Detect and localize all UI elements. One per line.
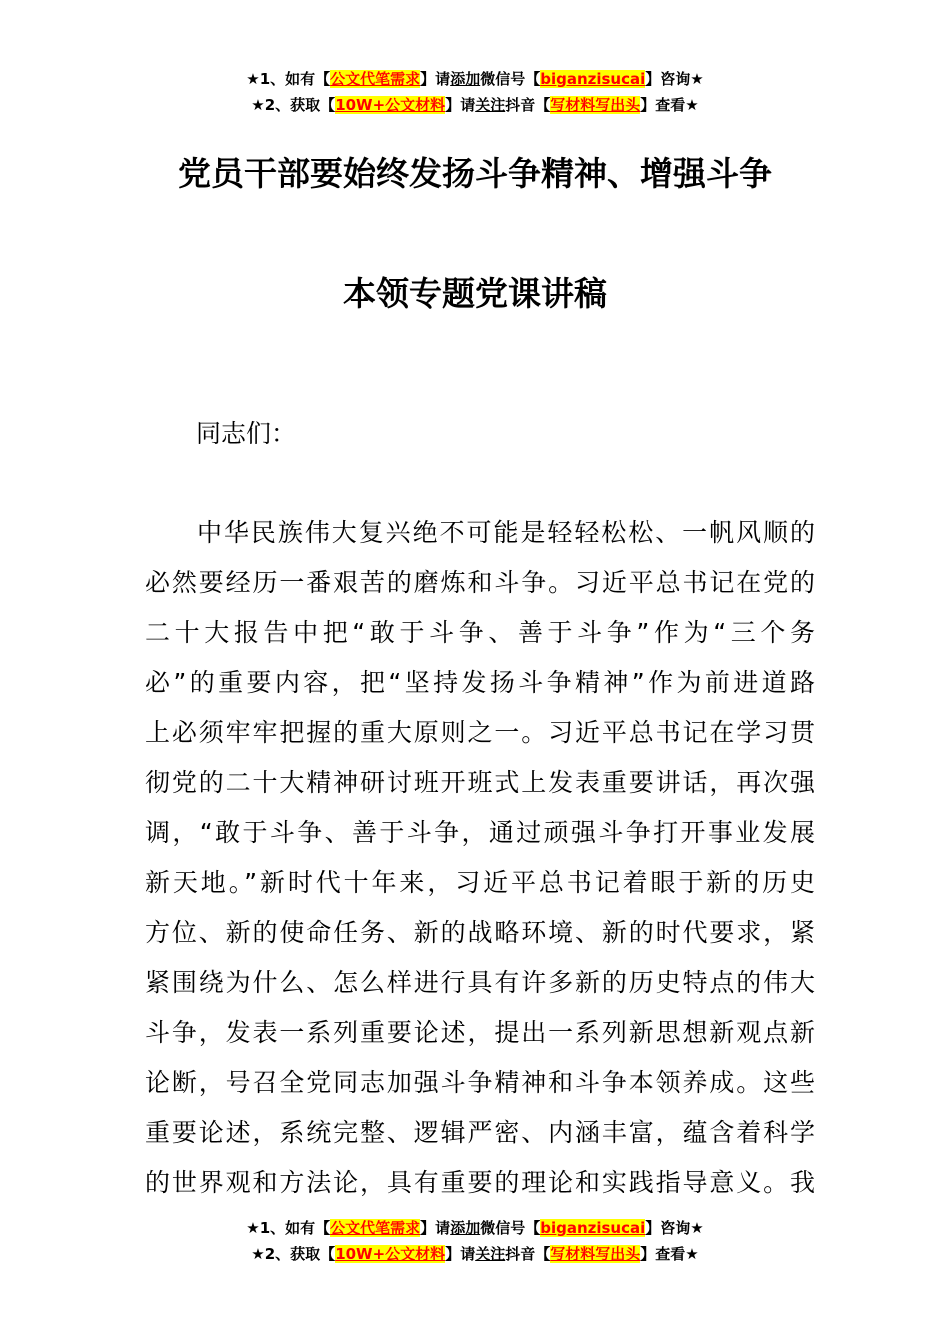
paragraph-line: 二十大报告中把“敢于斗争、善于斗争”作为“三个务 — [145, 618, 815, 647]
footer-highlight-wechat-id: biganzisucai — [540, 1219, 646, 1237]
highlight-wechat-id: biganzisucai — [540, 70, 646, 88]
paragraph-line: 论断，号召全党同志加强斗争精神和斗争本领养成。这些 — [145, 1068, 815, 1097]
body-paragraph — [145, 508, 815, 1208]
footer-banner — [0, 1215, 950, 1267]
paragraph-line: 上必须牢牢把握的重大原则之一。习近平总书记在学习贯 — [145, 718, 815, 747]
paragraph-line: 的世界观和方法论，具有重要的理论和实践指导意义。我 — [145, 1168, 815, 1197]
footer-banner-line-1: ★1、如有【公文代笔需求】请添加微信号【biganzisucai】咨询★ — [246, 1219, 704, 1237]
header-banner — [0, 66, 950, 118]
footer-banner-line-2: ★2、获取【10W+公文材料】请关注抖音【写材料写出头】查看★ — [251, 1245, 699, 1263]
paragraph-line: 必然要经历一番艰苦的磨炼和斗争。习近平总书记在党的 — [145, 568, 815, 597]
paragraph-line: 新天地。”新时代十年来，习近平总书记着眼于新的历史 — [145, 868, 815, 897]
footer-highlight-materials: 10W+公文材料 — [335, 1245, 446, 1263]
banner-line-2: ★2、获取【10W+公文材料】请关注抖音【写材料写出头】查看★ — [251, 96, 699, 114]
document-title-line-2: 本领专题党课讲稿 — [343, 274, 607, 313]
highlight-materials: 10W+公文材料 — [335, 96, 446, 114]
banner-line-1: ★1、如有【公文代笔需求】请添加微信号【biganzisucai】咨询★ — [246, 70, 704, 88]
paragraph-line: 方位、新的使命任务、新的战略环境、新的时代要求，紧 — [145, 918, 815, 947]
paragraph-line: 彻党的二十大精神研讨班开班式上发表重要讲话，再次强 — [145, 768, 815, 797]
paragraph-line: 紧围绕为什么、怎么样进行具有许多新的历史特点的伟大 — [145, 968, 815, 997]
highlight-douyin-account: 写材料写出头 — [550, 96, 641, 114]
paragraph-line: 必”的重要内容，把“坚持发扬斗争精神”作为前进道路 — [145, 668, 815, 697]
paragraph-line: 调，“敢于斗争、善于斗争，通过顽强斗争打开事业发展 — [145, 818, 815, 847]
paragraph-line: 斗争，发表一系列重要论述，提出一系列新思想新观点新 — [145, 1018, 815, 1047]
highlight-service: 公文代笔需求 — [330, 70, 421, 88]
footer-highlight-douyin-account: 写材料写出头 — [550, 1245, 641, 1263]
paragraph-line: 中华民族伟大复兴绝不可能是轻轻松松、一帆风顺的 — [197, 518, 815, 547]
salutation: 同志们： — [196, 419, 297, 448]
document-title-line-1: 党员干部要始终发扬斗争精神、增强斗争 — [178, 154, 772, 193]
paragraph-line: 重要论述，系统完整、逻辑严密、内涵丰富，蕴含着科学 — [145, 1118, 815, 1147]
footer-highlight-service: 公文代笔需求 — [330, 1219, 421, 1237]
